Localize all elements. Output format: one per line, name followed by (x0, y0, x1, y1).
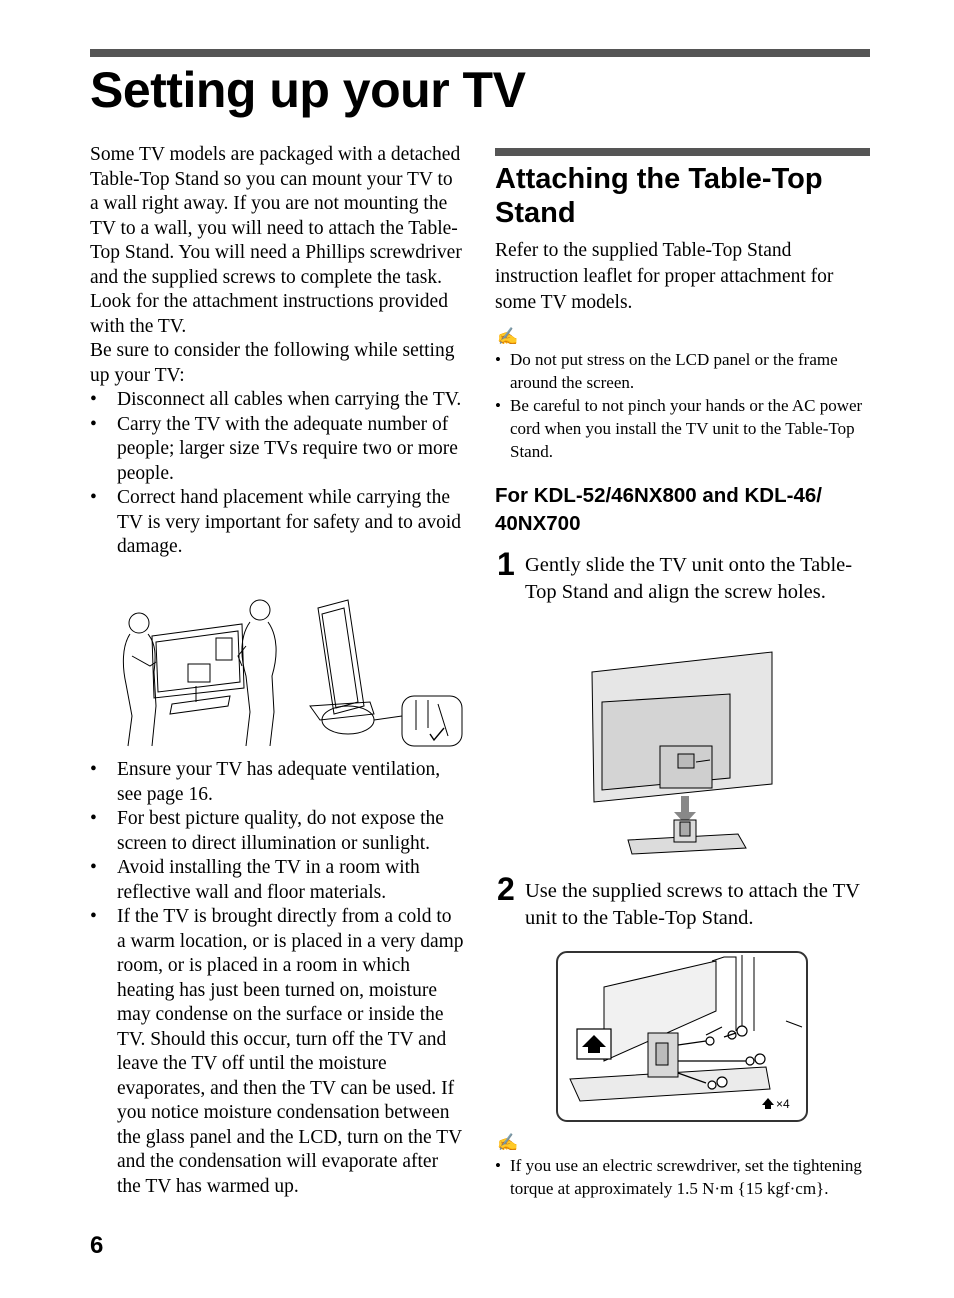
tv-rear-figure (592, 652, 772, 802)
list-item: • Correct hand placement while carrying the TV is very important for safety and to avoid damage. (90, 486, 465, 560)
up-arrow-icon (577, 1029, 611, 1059)
screw-attachment-illustration (556, 951, 808, 1122)
step-number: 2 (497, 871, 515, 907)
left-column-continued (90, 758, 465, 1199)
setup-precautions-list (90, 388, 465, 560)
step-text: Use the supplied screws to attach the TV unit to the Table-Top Stand. (525, 880, 860, 929)
notes-block (495, 348, 870, 463)
carrying-tv-illustration (112, 596, 464, 750)
notes-list (495, 1154, 870, 1200)
small-up-arrow-icon (762, 1098, 774, 1109)
step-number: 1 (497, 546, 515, 582)
hand-placement-detail (402, 696, 462, 746)
note-pencil-icon: ✍ (497, 327, 519, 346)
list-item: • Disconnect all cables when carrying the TV. (90, 388, 465, 413)
page-title: Setting up your TV (90, 62, 526, 118)
consider-paragraph: Be sure to consider the following while setting up your TV: (90, 340, 455, 386)
person-left-figure (123, 613, 156, 746)
tv-onto-stand-illustration (590, 650, 775, 860)
list-item: • Ensure your TV has adequate ventilation, see page 16. (90, 758, 465, 807)
list-item: • If the TV is brought directly from a cold to a warm location, or is placed in a very damp room, or is placed in a room in which heating has just been turned on, moisture may condense on the surface or inside the TV. Should this occur, turn off the TV and leave the TV off until the moisture evaporates, and then the TV can be used. If you notice moisture condensation between the glass panel and the LCD, turn on the TV and the condensation will evaporate after the TV has warmed up. (90, 905, 465, 1199)
notes-list (495, 348, 870, 463)
list-item: • Be careful to not pinch your hands or the AC power cord when you install the TV unit to the Table-Top Stand. (495, 394, 870, 463)
stand-figure (628, 820, 746, 854)
list-item: • Carry the TV with the adequate number of people; larger size TVs require two or more people. (90, 413, 465, 487)
page-number: 6 (90, 1232, 104, 1259)
section-rule (495, 148, 870, 156)
left-column (90, 143, 465, 560)
list-item: • Do not put stress on the LCD panel or the frame around the screen. (495, 348, 870, 394)
environment-precautions-list (90, 758, 465, 1199)
section-intro: Refer to the supplied Table-Top Stand instruction leaflet for proper attachment for some TV models. (495, 240, 834, 313)
list-item: • If you use an electric screwdriver, set the tightening torque at approximately 1.5 N·m {15 kgf·cm}. (495, 1154, 870, 1200)
note-pencil-icon: ✍ (497, 1133, 519, 1152)
intro-paragraph: Some TV models are packaged with a detached Table-Top Stand so you can mount your TV to a wall right away. If you are not mounting the TV to a wall, you will need to attach the Table-Top Stand. You will need a Phillips screwdriver and the supplied screws to complete the task. Look for the attachment instructions provided with the TV. (90, 144, 462, 337)
list-item: • Avoid installing the TV in a room with reflective wall and floor materials. (90, 856, 465, 905)
list-item: • For best picture quality, do not expose the screen to direct illumination or sunlight. (90, 807, 465, 856)
torque-notes-block (495, 1154, 870, 1200)
model-subheading: For KDL-52/46NX800 and KDL-46/ 40NX700 (495, 484, 822, 535)
step-text: Gently slide the TV unit onto the Table-Top Stand and align the screw holes. (525, 554, 853, 603)
side-view-tv-figure (310, 600, 402, 734)
section-heading: Attaching the Table-Top Stand (495, 163, 823, 229)
carried-tv-figure (152, 624, 244, 714)
title-rule (90, 49, 870, 57)
screw-count-label: ×4 (776, 1097, 790, 1111)
